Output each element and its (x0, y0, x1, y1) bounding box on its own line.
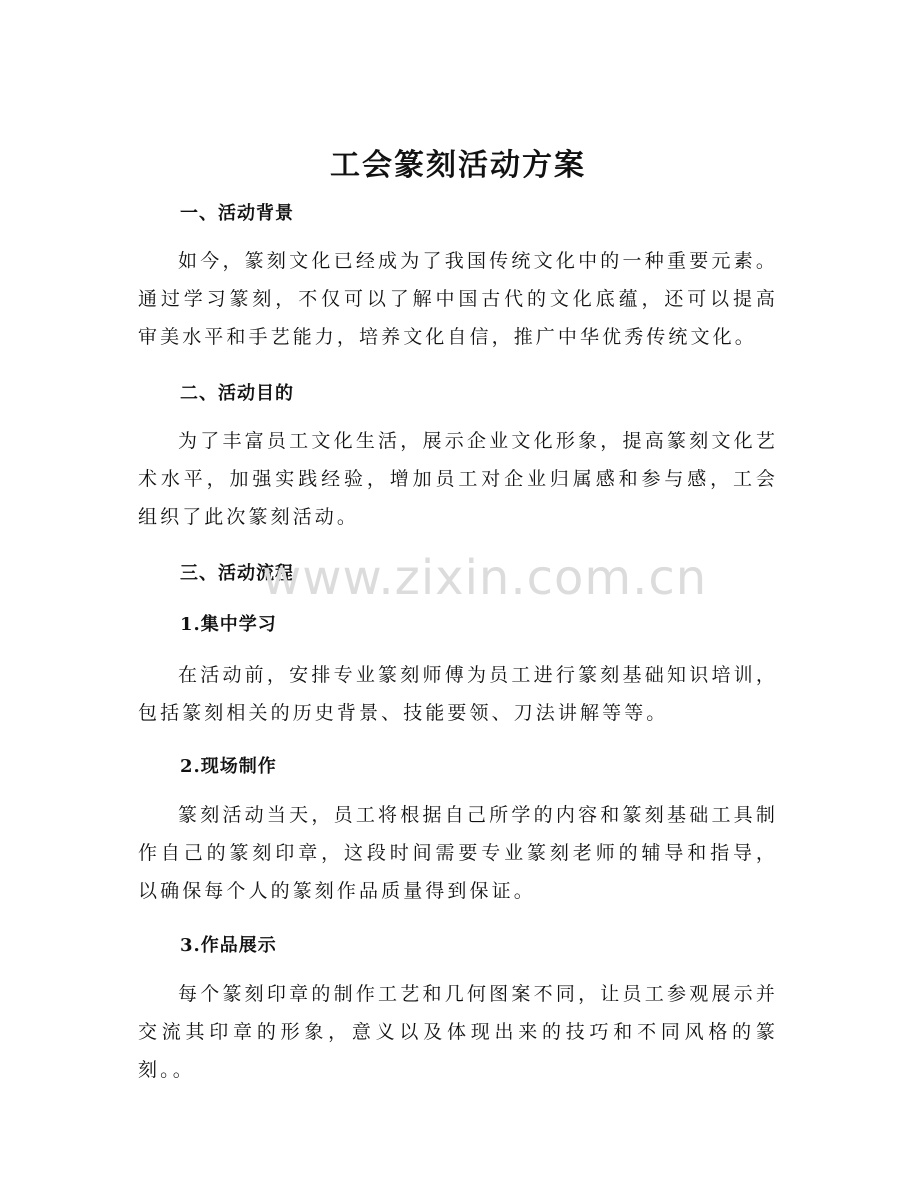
section-heading-background: 一、活动背景 (180, 203, 294, 224)
paragraph-production: 篆刻活动当天，员工将根据自己所学的内容和篆刻基础工具制作自己的篆刻印章，这段时间需要专业篆刻老师的辅导和指导，以确保每个人的篆刻作品质量得到保证。 (138, 804, 778, 902)
paragraph-study: 在活动前，安排专业篆刻师傅为员工进行篆刻基础知识培训，包括篆刻相关的历史背景、技能要领、刀法讲解等等。 (138, 664, 778, 724)
paragraph-exhibition: 每个篆刻印章的制作工艺和几何图案不同，让员工参观展示并交流其印章的形象，意义以及体现出来的技巧和不同风格的篆刻。。 (138, 983, 778, 1081)
paragraph-purpose: 为了丰富员工文化生活，展示企业文化形象，提高篆刻文化艺术水平，加强实践经验，增加员工对企业归属感和参与感，工会组织了此次篆刻活动。 (138, 430, 778, 528)
section-heading-purpose: 二、活动目的 (180, 383, 294, 404)
subheading-study: 1.集中学习 (180, 614, 277, 635)
paragraph-background: 如今，篆刻文化已经成为了我国传统文化中的一种重要元素。通过学习篆刻，不仅可以了解中国古代的文化底蕴，还可以提高审美水平和手艺能力，培养文化自信，推广中华优秀传统文化。 (138, 250, 778, 348)
document-title: 工会篆刻活动方案 (330, 148, 586, 183)
watermark: www.zixin.com.cn (262, 550, 708, 606)
subheading-production: 2.现场制作 (180, 756, 277, 777)
section-heading-process: 三、活动流程 (180, 563, 294, 584)
document-page (138, 0, 778, 1191)
subheading-exhibition: 3.作品展示 (180, 935, 277, 956)
